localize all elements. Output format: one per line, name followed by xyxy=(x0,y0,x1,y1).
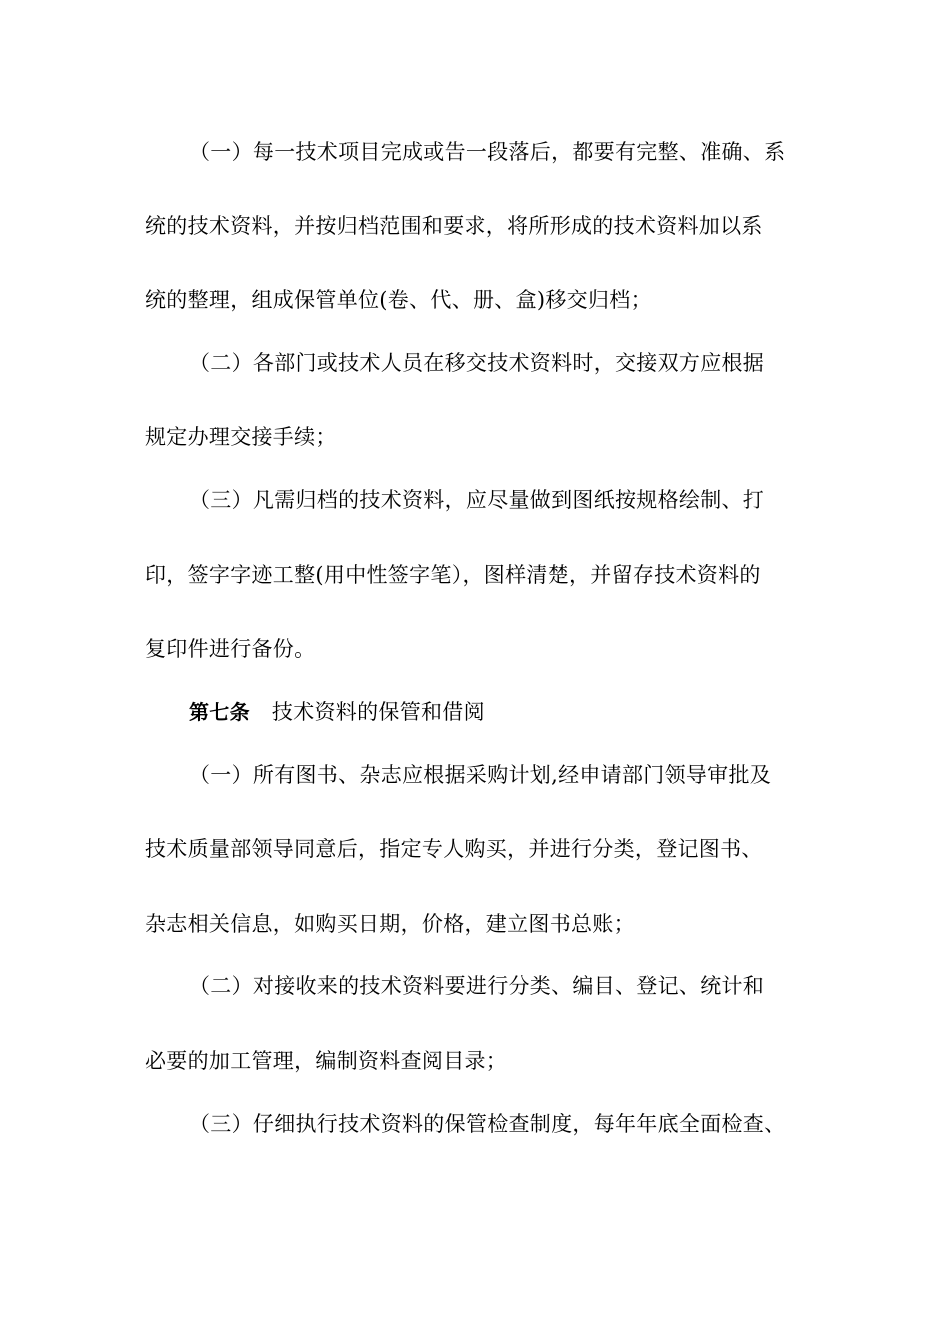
paragraph-5-line-1: （二）对接收来的技术资料要进行分类、编目、登记、统计和 xyxy=(189,974,765,998)
paragraph-4-line-2: 技术质量部领导同意后，指定专人购买，并进行分类，登记图书、 xyxy=(145,837,763,861)
paragraph-5-line-2: 必要的加工管理，编制资料查阅目录； xyxy=(145,1049,508,1073)
paragraph-2-line-1: （二）各部门或技术人员在移交技术资料时，交接双方应根据 xyxy=(189,351,765,375)
paragraph-4-line-3: 杂志相关信息，如购买日期，价格，建立图书总账； xyxy=(145,912,635,936)
paragraph-3-line-1: （三）凡需归档的技术资料，应尽量做到图纸按规格绘制、打 xyxy=(189,488,765,512)
paragraph-6-line-1: （三）仔细执行技术资料的保管检查制度，每年年底全面检查、 xyxy=(189,1112,786,1136)
paragraph-1-line-3: 统的整理，组成保管单位(卷、代、册、盒)移交归档； xyxy=(145,288,652,312)
paragraph-3-line-3: 复印件进行备份。 xyxy=(145,637,316,661)
paragraph-4-line-1: （一）所有图书、杂志应根据采购计划,经申请部门领导审批及 xyxy=(189,763,772,787)
article-number: 第七条 xyxy=(189,700,250,724)
paragraph-1-line-2: 统的技术资料，并按归档范围和要求，将所形成的技术资料加以系 xyxy=(145,214,763,238)
paragraph-2-line-2: 规定办理交接手续； xyxy=(145,425,337,449)
article-heading xyxy=(189,698,869,726)
paragraph-1-line-1: （一）每一技术项目完成或告一段落后，都要有完整、准确、系 xyxy=(189,140,786,164)
paragraph-3-line-2: 印，签字字迹工整(用中性签字笔），图样清楚，并留存技术资料的 xyxy=(145,563,761,587)
article-title: 技术资料的保管和借阅 xyxy=(271,700,485,724)
